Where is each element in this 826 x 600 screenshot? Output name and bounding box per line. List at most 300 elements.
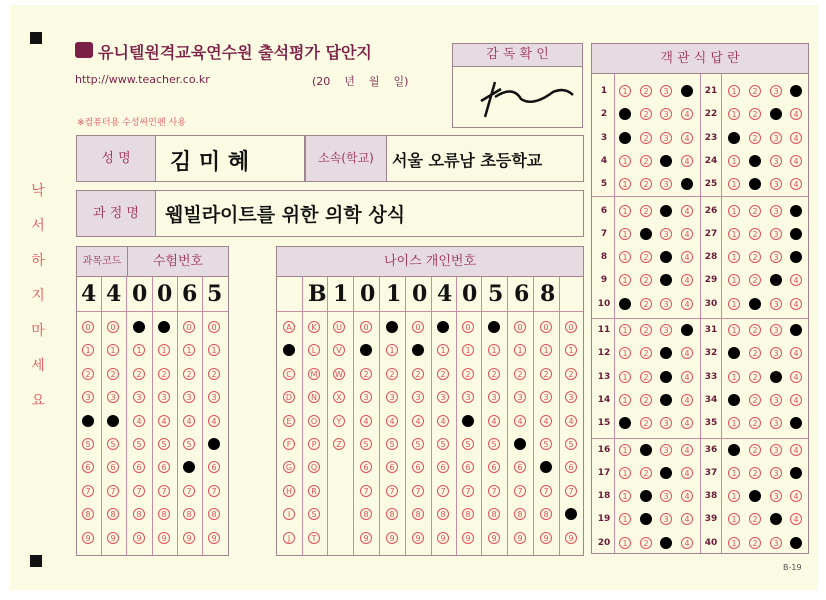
question-number: 20 — [597, 537, 611, 548]
answer-bubble: 4 — [681, 228, 693, 240]
answer-bubble: 3 — [770, 537, 782, 549]
answer-bubble: 7 — [208, 485, 220, 497]
answer-bubble: 2 — [514, 368, 526, 380]
answer-bubble: 9 — [412, 532, 424, 544]
answer-bubble: 2 — [565, 368, 577, 380]
answer-bubble: 1 — [619, 155, 631, 167]
answer-bubble: 9 — [540, 532, 552, 544]
marked-bubble: 6 — [183, 461, 195, 473]
marked-bubble: 4 — [107, 415, 119, 427]
answer-bubble: 4 — [540, 415, 552, 427]
answer-bubble: 3 — [660, 417, 672, 429]
answer-bubble: 3 — [770, 205, 782, 217]
question-number: 26 — [704, 205, 718, 216]
answer-bubble: 1 — [728, 178, 740, 190]
answer-bubble: 4 — [790, 490, 802, 502]
answer-bubble: 8 — [158, 508, 170, 520]
answer-bubble: 4 — [681, 205, 693, 217]
question-number: 21 — [704, 86, 718, 96]
neis-char: 8 — [540, 281, 556, 307]
answer-bubble: 4 — [790, 347, 802, 359]
answer-bubble: 2 — [133, 368, 145, 380]
column-divider — [101, 277, 102, 555]
answer-bubble: 3 — [386, 391, 398, 403]
neis-char: 0 — [360, 281, 376, 307]
answer-bubble: 4 — [790, 132, 802, 144]
answer-bubble: 5 — [540, 438, 552, 450]
question-number: 40 — [704, 537, 718, 548]
answer-bubble: 6 — [82, 461, 94, 473]
answer-bubble: V — [333, 344, 345, 356]
answer-bubble: 3 — [770, 324, 782, 336]
pen-notice: ※컴퓨터용 수성싸인펜 사용 — [77, 118, 186, 128]
answer-bubble: 9 — [514, 532, 526, 544]
question-number: 34 — [704, 394, 718, 405]
row-divider — [592, 318, 808, 319]
answer-bubble: 3 — [514, 391, 526, 403]
answer-bubble: 9 — [462, 532, 474, 544]
marked-bubble: 3 — [660, 467, 672, 479]
neis-label: 나이스 개인번호 — [276, 246, 584, 277]
question-number: 16 — [597, 444, 611, 455]
marked-bubble: 0 — [158, 321, 170, 333]
answer-bubble: 6 — [360, 461, 372, 473]
answer-bubble: E — [283, 415, 295, 427]
column-divider — [559, 277, 560, 555]
neis-char: 5 — [488, 281, 504, 307]
answer-bubble: 8 — [133, 508, 145, 520]
answer-bubble: 2 — [488, 368, 500, 380]
answer-bubble: F — [283, 438, 295, 450]
answer-bubble: 3 — [660, 444, 672, 456]
answer-bubble: 1 — [619, 347, 631, 359]
answer-bubble: 7 — [82, 485, 94, 497]
answer-bubble: 4 — [360, 415, 372, 427]
answer-bubble: 2 — [640, 251, 652, 263]
question-number: 22 — [704, 109, 718, 120]
answer-bubble: 2 — [183, 368, 195, 380]
answer-bubble: 3 — [158, 391, 170, 403]
answer-bubble: 9 — [208, 532, 220, 544]
marked-bubble: 2 — [749, 298, 761, 310]
answer-bubble: 4 — [681, 155, 693, 167]
answer-bubble: W — [333, 368, 345, 380]
neis-char: 4 — [437, 281, 453, 307]
answer-bubble: 3 — [660, 228, 672, 240]
answer-bubble: 1 — [565, 344, 577, 356]
answer-bubble: 1 — [619, 394, 631, 406]
question-number: 27 — [704, 228, 718, 239]
answer-bubble: 8 — [437, 508, 449, 520]
answer-bubble: 6 — [107, 461, 119, 473]
date-field: (20 년 월 일) — [312, 75, 409, 88]
supervisor-signature — [453, 67, 582, 127]
answer-bubble: 1 — [619, 324, 631, 336]
column-divider — [379, 277, 380, 555]
answer-bubble: 6 — [412, 461, 424, 473]
answer-bubble: 3 — [437, 391, 449, 403]
answer-bubble: 1 — [619, 467, 631, 479]
answer-bubble: 1 — [728, 537, 740, 549]
answer-bubble: 1 — [158, 344, 170, 356]
marked-bubble: 1 — [360, 344, 372, 356]
answer-bubble: 1 — [208, 344, 220, 356]
answer-bubble: 6 — [437, 461, 449, 473]
answer-bubble: 3 — [660, 108, 672, 120]
answer-bubble: 1 — [386, 344, 398, 356]
marked-bubble: 4 — [790, 324, 802, 336]
marked-bubble: 4 — [790, 228, 802, 240]
answer-bubble: N — [308, 391, 320, 403]
answer-bubble: 1 — [728, 274, 740, 286]
question-number: 23 — [704, 132, 718, 143]
answer-bubble: 3 — [360, 391, 372, 403]
exam-digit: 0 — [157, 281, 173, 307]
side-char: 서 — [31, 218, 45, 234]
marked-bubble: 2 — [749, 178, 761, 190]
answer-bubble: 7 — [386, 485, 398, 497]
answer-bubble: 4 — [681, 537, 693, 549]
column-divider — [327, 277, 328, 555]
column-divider — [202, 277, 203, 555]
answer-bubble: 4 — [488, 415, 500, 427]
answer-bubble: 3 — [770, 155, 782, 167]
answer-bubble: 2 — [749, 537, 761, 549]
answer-bubble: 2 — [540, 368, 552, 380]
question-number: 8 — [600, 252, 608, 263]
neis-char: 1 — [386, 281, 402, 307]
answer-bubble: 8 — [514, 508, 526, 520]
marked-bubble: 2 — [749, 155, 761, 167]
answer-bubble: 4 — [681, 490, 693, 502]
answer-bubble: 2 — [82, 368, 94, 380]
form-code: B-19 — [783, 563, 802, 572]
question-number: 1 — [600, 86, 608, 96]
answer-bubble: 2 — [462, 368, 474, 380]
answer-bubble: 7 — [412, 485, 424, 497]
answer-bubble: 4 — [681, 347, 693, 359]
row-divider — [592, 438, 808, 439]
question-number: 25 — [704, 179, 718, 190]
question-number: 14 — [597, 394, 611, 405]
answer-bubble: 1 — [619, 251, 631, 263]
column-divider — [302, 277, 303, 555]
answer-bubble: 5 — [412, 438, 424, 450]
answer-bubble: 3 — [770, 490, 782, 502]
answer-bubble: L — [308, 344, 320, 356]
question-number: 7 — [600, 228, 608, 239]
answer-bubble: 2 — [640, 537, 652, 549]
answer-bubble: 6 — [208, 461, 220, 473]
sheet-title: 유니텔원격교육연수원 출석평가 답안지 — [98, 43, 372, 62]
marked-bubble: 1 — [728, 394, 740, 406]
question-number: 39 — [704, 514, 718, 525]
answer-bubble: 8 — [540, 508, 552, 520]
answer-bubble: 4 — [790, 444, 802, 456]
answer-bubble: 3 — [770, 251, 782, 263]
answer-bubble: 4 — [681, 371, 693, 383]
side-char: 마 — [31, 323, 45, 339]
column-divider — [431, 277, 432, 555]
answer-bubble: 9 — [183, 532, 195, 544]
marked-bubble: 2 — [640, 490, 652, 502]
answer-bubble: 3 — [770, 347, 782, 359]
course-value: 웹빌라이트를 위한 의학 상식 — [165, 204, 406, 226]
exam-number-label: 수험번호 — [127, 246, 229, 277]
answer-bubble: 2 — [208, 368, 220, 380]
answer-bubble: 0 — [514, 321, 526, 333]
answer-bubble: 4 — [790, 371, 802, 383]
answer-bubble: 1 — [728, 324, 740, 336]
supervisor-label: 감 독 확 인 — [452, 43, 583, 67]
answer-bubble: 1 — [728, 155, 740, 167]
answer-bubble: R — [308, 485, 320, 497]
answer-bubble: 1 — [183, 344, 195, 356]
answer-bubble: I — [283, 508, 295, 520]
answer-bubble: 3 — [660, 324, 672, 336]
answer-bubble: 4 — [412, 415, 424, 427]
marked-bubble: 4 — [790, 85, 802, 97]
timing-mark — [30, 32, 42, 44]
answer-bubble: 7 — [462, 485, 474, 497]
answer-bubble: 3 — [462, 391, 474, 403]
answer-bubble: 7 — [488, 485, 500, 497]
answer-bubble: 1 — [728, 490, 740, 502]
answer-bubble: 3 — [183, 391, 195, 403]
marked-bubble: 3 — [770, 513, 782, 525]
answer-bubble: 6 — [133, 461, 145, 473]
answer-bubble: 4 — [183, 415, 195, 427]
answer-bubble: 4 — [681, 444, 693, 456]
answer-bubble: X — [333, 391, 345, 403]
answer-bubble: 3 — [660, 132, 672, 144]
answer-bubble: 1 — [728, 85, 740, 97]
answer-bubble: 4 — [790, 513, 802, 525]
question-number: 29 — [704, 275, 718, 286]
answer-bubble: 4 — [158, 415, 170, 427]
question-number: 10 — [597, 298, 611, 309]
answer-bubble: G — [283, 461, 295, 473]
marked-bubble: 4 — [790, 205, 802, 217]
answer-bubble: 0 — [82, 321, 94, 333]
question-number: 11 — [597, 325, 611, 335]
answer-bubble: 2 — [412, 368, 424, 380]
answer-bubble: 7 — [437, 485, 449, 497]
answer-bubble: 9 — [107, 532, 119, 544]
marked-bubble: 2 — [640, 513, 652, 525]
answer-bubble: 9 — [158, 532, 170, 544]
column-divider — [533, 277, 534, 555]
name-label: 성 명 — [76, 135, 156, 182]
answer-bubble: 4 — [133, 415, 145, 427]
marked-bubble: 4 — [681, 178, 693, 190]
marked-bubble: 3 — [660, 371, 672, 383]
answer-bubble: U — [333, 321, 345, 333]
marked-bubble: 0 — [133, 321, 145, 333]
marked-bubble: 1 — [619, 298, 631, 310]
answer-bubble: 1 — [514, 344, 526, 356]
affiliation-value: 서울 오류남 초등학교 — [392, 151, 543, 170]
question-number: 4 — [600, 155, 608, 166]
answer-bubble: 1 — [619, 205, 631, 217]
marked-bubble: 1 — [728, 444, 740, 456]
answer-bubble: 7 — [360, 485, 372, 497]
answer-bubble: 5 — [462, 438, 474, 450]
answer-bubble: 2 — [360, 368, 372, 380]
row-divider — [277, 311, 583, 312]
answer-bubble: M — [308, 368, 320, 380]
marked-bubble: 3 — [660, 394, 672, 406]
answer-bubble: 2 — [749, 371, 761, 383]
answer-bubble: 1 — [619, 178, 631, 190]
answer-bubble: 3 — [770, 298, 782, 310]
answer-bubble: 5 — [82, 438, 94, 450]
answer-bubble: 7 — [565, 485, 577, 497]
answer-bubble: 2 — [640, 298, 652, 310]
answer-bubble: 2 — [749, 85, 761, 97]
answer-bubble: C — [283, 368, 295, 380]
answer-bubble: 6 — [565, 461, 577, 473]
answer-bubble: 7 — [107, 485, 119, 497]
answer-bubble: 8 — [386, 508, 398, 520]
marked-bubble: 2 — [640, 444, 652, 456]
neis-char: 6 — [514, 281, 530, 307]
marked-bubble: 5 — [208, 438, 220, 450]
neis-char: 0 — [412, 281, 428, 307]
question-number: 3 — [600, 132, 608, 143]
marked-bubble: 4 — [681, 324, 693, 336]
question-number: 13 — [597, 371, 611, 382]
answer-bubble: 2 — [749, 347, 761, 359]
answer-bubble: 1 — [728, 371, 740, 383]
exam-digit: 6 — [182, 281, 198, 307]
course-label: 과 정 명 — [76, 190, 156, 237]
answer-bubble: T — [308, 532, 320, 544]
answer-bubble: 1 — [728, 228, 740, 240]
answer-bubble: 2 — [640, 274, 652, 286]
answer-bubble: 7 — [133, 485, 145, 497]
question-number: 12 — [597, 348, 611, 359]
answer-bubble: 2 — [749, 274, 761, 286]
marked-bubble: 2 — [640, 228, 652, 240]
marked-bubble: 5 — [514, 438, 526, 450]
answer-bubble: Z — [333, 438, 345, 450]
answer-bubble: 1 — [619, 513, 631, 525]
marked-bubble: 4 — [681, 85, 693, 97]
answer-bubble: 1 — [619, 85, 631, 97]
column-divider — [126, 277, 127, 555]
answer-bubble: 3 — [82, 391, 94, 403]
side-char: 요 — [31, 393, 45, 409]
answer-bubble: 1 — [619, 274, 631, 286]
neis-char: 1 — [333, 281, 349, 307]
answer-bubble: 9 — [386, 532, 398, 544]
answer-bubble: 4 — [790, 178, 802, 190]
answer-bubble: 1 — [133, 344, 145, 356]
answer-bubble: 1 — [619, 444, 631, 456]
answer-bubble: 4 — [681, 467, 693, 479]
answer-bubble: 7 — [540, 485, 552, 497]
question-number: 15 — [597, 418, 611, 429]
answer-bubble: 0 — [540, 321, 552, 333]
answer-bubble: 1 — [728, 251, 740, 263]
answer-bubble: 7 — [183, 485, 195, 497]
answer-bubble: 2 — [749, 394, 761, 406]
answer-bubble: S — [308, 508, 320, 520]
marked-bubble: 3 — [660, 251, 672, 263]
answer-bubble: H — [283, 485, 295, 497]
answer-bubble: 3 — [107, 391, 119, 403]
answer-bubble: 4 — [790, 394, 802, 406]
site-url: http://www.teacher.co.kr — [75, 73, 210, 86]
answer-bubble: 7 — [158, 485, 170, 497]
answer-bubble: 2 — [749, 108, 761, 120]
answer-bubble: 4 — [790, 108, 802, 120]
marked-bubble: 3 — [660, 347, 672, 359]
answer-bubble: 2 — [640, 108, 652, 120]
answer-bubble: 1 — [462, 344, 474, 356]
marked-bubble: 2 — [749, 490, 761, 502]
answer-bubble: 2 — [640, 347, 652, 359]
answer-bubble: 3 — [770, 417, 782, 429]
answer-bubble: 2 — [640, 205, 652, 217]
answer-bubble: 1 — [728, 205, 740, 217]
side-char: 하 — [31, 253, 45, 269]
answer-bubble: 2 — [749, 417, 761, 429]
answer-bubble: 4 — [681, 298, 693, 310]
marked-bubble: 3 — [660, 205, 672, 217]
neis-char: 0 — [462, 281, 478, 307]
answer-title: 객 관 식 답 란 — [591, 43, 809, 74]
question-number: 9 — [600, 275, 608, 286]
question-number: 24 — [704, 155, 718, 166]
answer-bubble: 3 — [660, 513, 672, 525]
answer-bubble: 5 — [488, 438, 500, 450]
answer-bubble: 4 — [681, 251, 693, 263]
answer-bubble: 4 — [790, 155, 802, 167]
answer-bubble: 0 — [183, 321, 195, 333]
answer-bubble: 5 — [386, 438, 398, 450]
answer-bubble: 1 — [619, 228, 631, 240]
exam-digit: 4 — [81, 281, 97, 307]
question-number: 18 — [597, 491, 611, 502]
exam-number-grid — [76, 276, 229, 556]
exam-digit: 0 — [132, 281, 148, 307]
answer-bubble: 4 — [386, 415, 398, 427]
answer-bubble: 3 — [565, 391, 577, 403]
answer-bubble: 8 — [412, 508, 424, 520]
answer-bubble: 2 — [749, 324, 761, 336]
row-divider — [77, 311, 228, 312]
answer-bubble: 0 — [565, 321, 577, 333]
marked-bubble: B — [283, 344, 295, 356]
answer-bubble: 2 — [158, 368, 170, 380]
answer-bubble: 9 — [437, 532, 449, 544]
answer-bubble: 1 — [619, 537, 631, 549]
answer-bubble: 1 — [728, 513, 740, 525]
column-divider — [456, 277, 457, 555]
answer-bubble: 2 — [640, 324, 652, 336]
question-number: 19 — [597, 514, 611, 525]
question-number: 17 — [597, 467, 611, 478]
column-divider — [614, 74, 615, 553]
subject-code-label: 과목코드 — [76, 246, 128, 277]
answer-bubble: 8 — [208, 508, 220, 520]
answer-bubble: 1 — [619, 371, 631, 383]
marked-bubble: 1 — [728, 347, 740, 359]
side-char: 지 — [31, 288, 45, 304]
answer-bubble: 8 — [82, 508, 94, 520]
